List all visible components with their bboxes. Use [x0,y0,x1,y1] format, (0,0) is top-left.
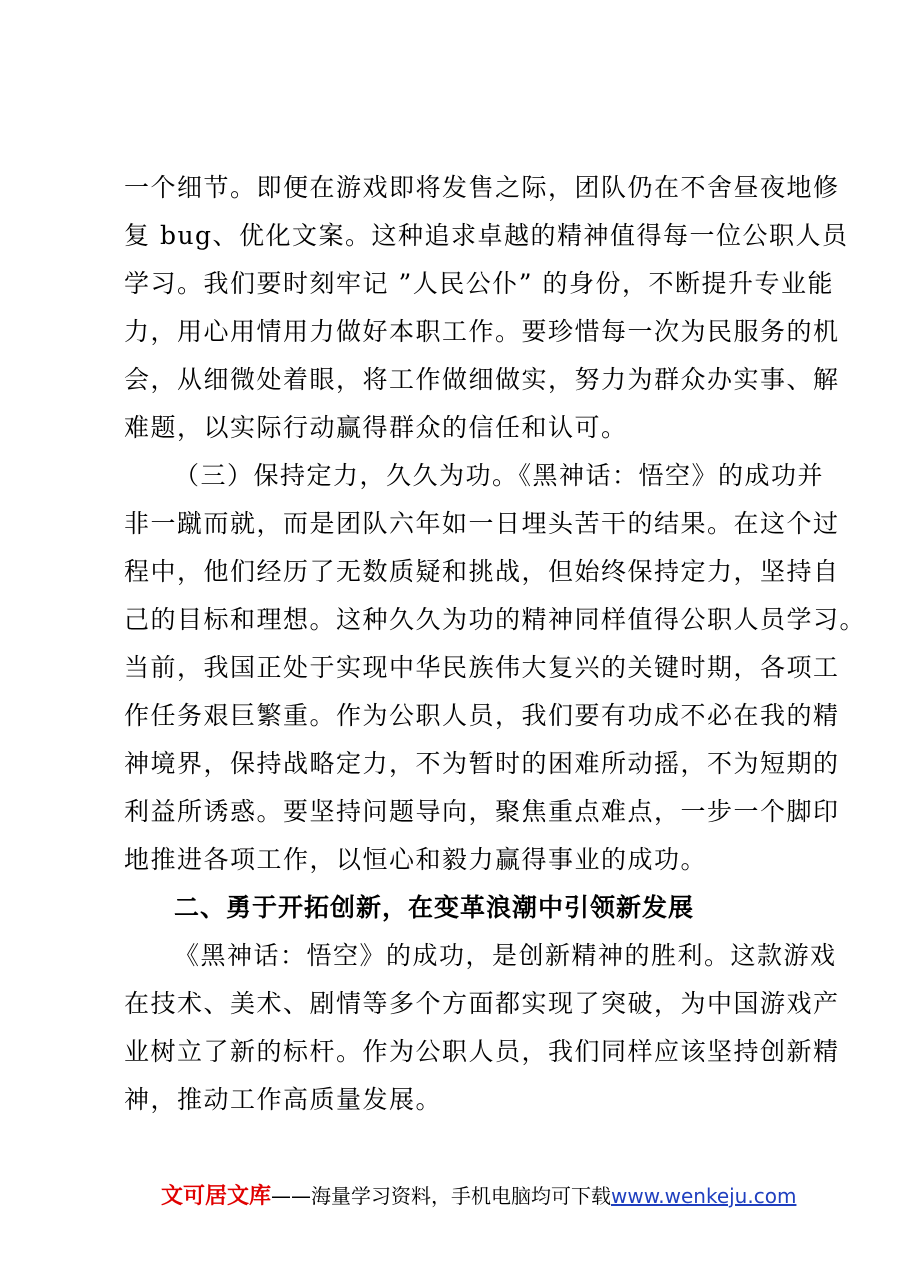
section-line: 在技术、美术、剧情等多个方面都实现了突破，为中国游戏产 [124,989,840,1018]
body-line: 难题，以实际行动赢得群众的信任和认可。 [124,413,628,442]
body-line: 非一蹴而就，而是团队六年如一日埋头苦干的结果。在这个过 [124,509,840,538]
subsection-line: （三）保持定力，久久为功。《黑神话：悟空》的成功并 [174,461,825,490]
section-line: 《黑神话：悟空》的成功，是创新精神的胜利。这款游戏 [174,941,837,970]
body-line: 会，从细微处着眼，将工作做细做实，努力为群众办实事、解 [124,365,840,394]
body-line: 当前，我国正处于实现中华民族伟大复兴的关键时期，各项工 [124,653,840,682]
body-line: 神境界，保持战略定力，不为暂时的困难所动摇，不为短期的 [124,749,840,778]
body-line: 学习。我们要时刻牢记 ”人民公仆” 的身份，不断提升专业能 [124,269,834,298]
body-line: 作任务艰巨繁重。作为公职人员，我们要有功成不必在我的精 [124,701,840,730]
body-line: 地推进各项工作，以恒心和毅力赢得事业的成功。 [124,845,708,874]
body-line: 己的目标和理想。这种久久为功的精神同样值得公职人员学习。 [124,605,867,634]
footer-tagline: ——海量学习资料，手机电脑均可下载 [271,1184,612,1208]
body-line: 利益所诱惑。要坚持问题导向，聚焦重点难点，一步一个脚印 [124,797,840,826]
body-line: 力，用心用情用力做好本职工作。要珍惜每一次为民服务的机 [124,317,840,346]
body-line: 程中，他们经历了无数质疑和挑战，但始终保持定力，坚持自 [124,557,840,586]
footer-brand: 文可居文库 [161,1184,272,1209]
section-line: 业树立了新的标杆。作为公职人员，我们同样应该坚持创新精 [124,1037,840,1066]
body-line: 一个细节。即便在游戏即将发售之际，团队仍在不舍昼夜地修 [124,173,840,202]
footer [161,1180,796,1213]
footer-link[interactable]: www.wenkeju.com [611,1184,797,1208]
section-heading: 二、勇于开拓创新，在变革浪潮中引领新发展 [174,893,695,922]
section-line: 神，推动工作高质量发展。 [124,1085,443,1114]
body-line: 复 bug、优化文案。这种追求卓越的精神值得每一位公职人员 [124,221,849,250]
